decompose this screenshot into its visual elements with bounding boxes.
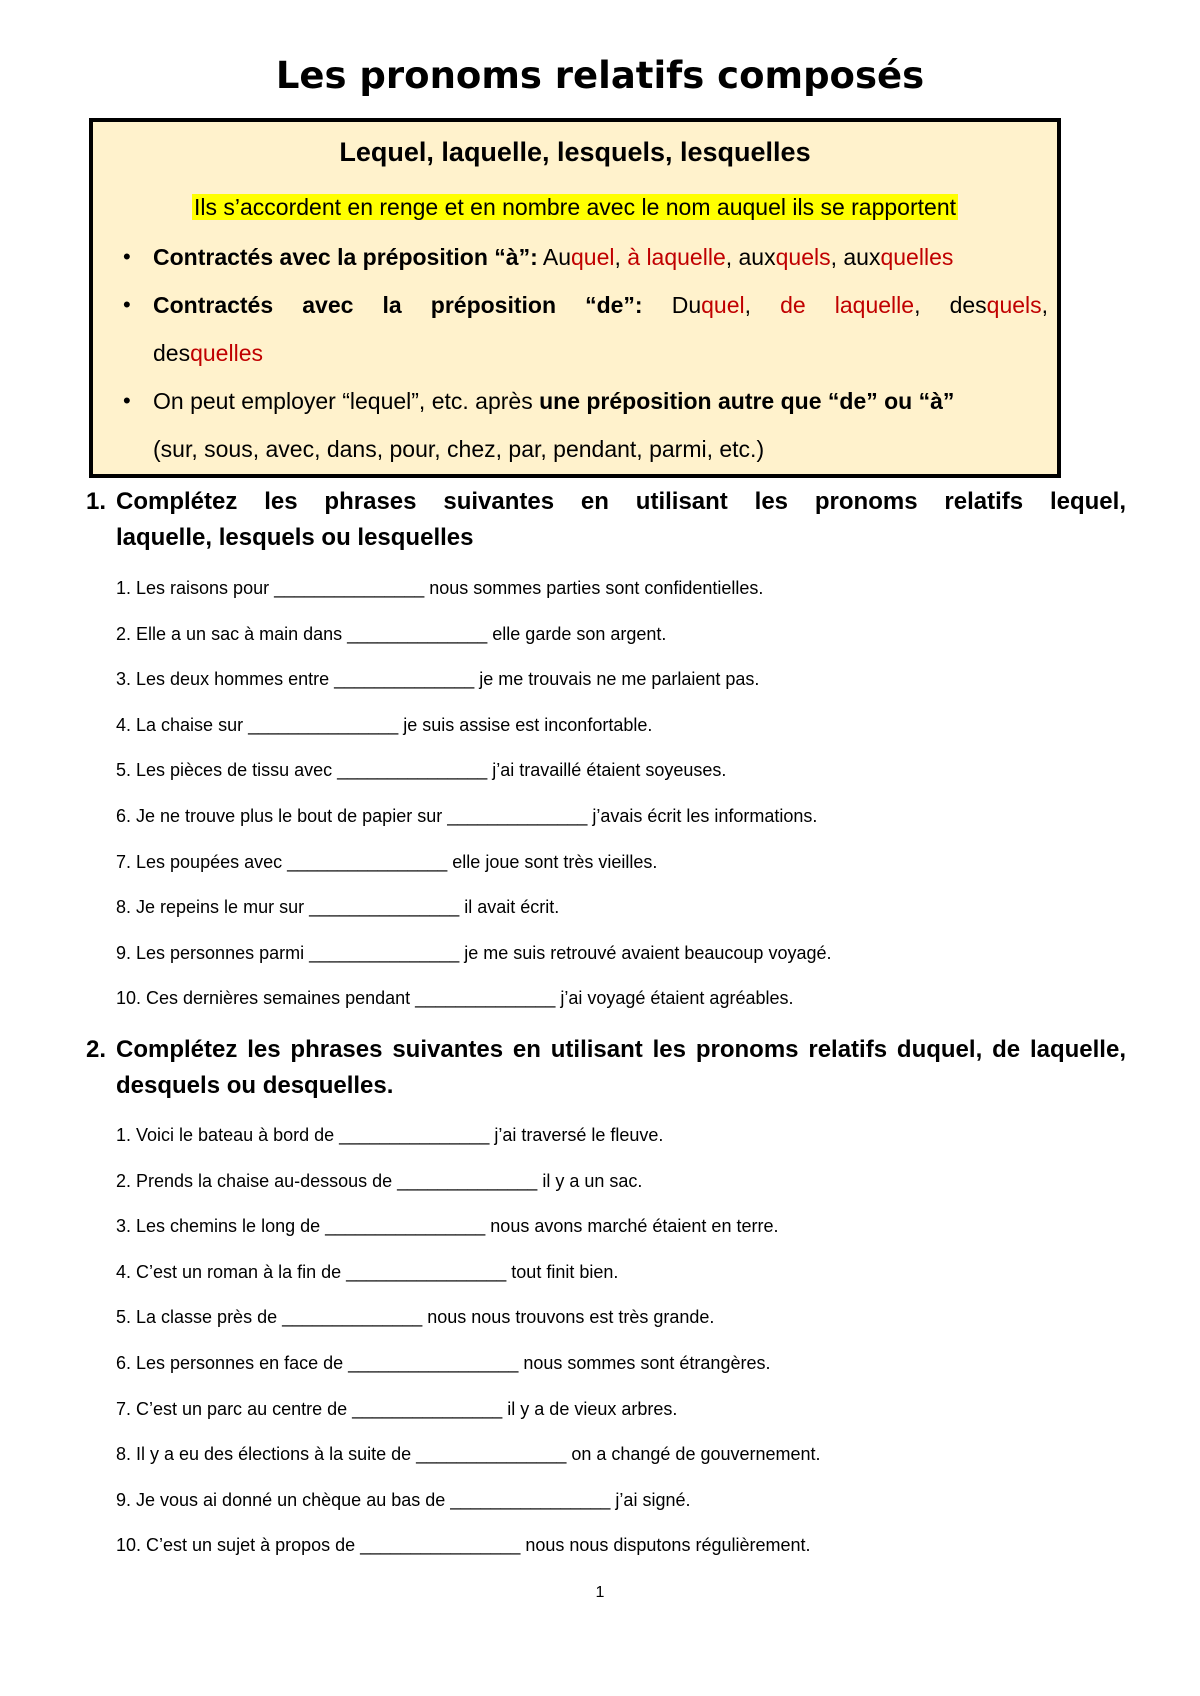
pronoun-form: à laquelle, (627, 244, 733, 270)
bullet-icon: • (123, 388, 131, 413)
exercise-sentence[interactable]: 4. C’est un roman à la fin de ________________ tout finit bien. (116, 1261, 619, 1282)
bullet-label: Contractés avec la préposition “à”: (153, 244, 538, 270)
pronoun-form-highlight: quel (701, 292, 745, 318)
form-list (543, 244, 954, 270)
pronoun-form-highlight: quelles (880, 244, 954, 270)
pronoun-form: de laquelle, (780, 292, 921, 318)
exercise-sentence[interactable]: 5. La classe près de ______________ nous nous trouvons est très grande. (116, 1307, 715, 1328)
exercise-instruction: Complétez les phrases suivantes en utilisant les pronoms relatifs duquel, de laquelle, (116, 1036, 1126, 1063)
exercise-sentence[interactable]: 8. Il y a eu des élections à la suite de _______________ on a changé de gouvernement. (116, 1444, 821, 1465)
pronoun-form-highlight: quelles (190, 340, 263, 366)
pronoun-form-highlight: quels (986, 292, 1042, 318)
exercise-sentence[interactable]: 8. Je repeins le mur sur _______________ il avait écrit. (116, 897, 560, 918)
pronoun-form: auxquels, (738, 244, 837, 270)
exercise-sentence[interactable]: 10. C’est un sujet à propos de ________________ nous nous disputons régulièrement. (116, 1535, 811, 1556)
exercise-sentence[interactable]: 2. Elle a un sac à main dans ______________ elle garde son argent. (116, 623, 667, 644)
exercise-sentence[interactable]: 4. La chaise sur _______________ je suis assise est inconfortable. (116, 714, 653, 735)
exercise-sentence[interactable]: 3. Les deux hommes entre ______________ je me trouvais ne me parlaient pas. (116, 669, 760, 690)
exercise-number: 2. (86, 1036, 107, 1063)
pronoun-form-highlight: quel (571, 244, 615, 270)
bullet-icon: • (123, 292, 131, 317)
pronoun-form-highlight: quels (775, 244, 831, 270)
exercise-sentence[interactable]: 9. Les personnes parmi _______________ je me suis retrouvé avaient beaucoup voyagé. (116, 942, 832, 963)
exercise-sentence[interactable]: 7. Les poupées avec ________________ elle joue sont très vieilles. (116, 851, 658, 872)
exercise-sentence[interactable]: 9. Je vous ai donné un chèque au bas de ________________ j’ai signé. (116, 1489, 691, 1510)
exercise-sentence[interactable]: 3. Les chemins le long de ________________ nous avons marché étaient en terre. (116, 1216, 779, 1237)
exercise-sentence[interactable]: 10. Ces dernières semaines pendant ______________ j’ai voyagé étaient agréables. (116, 988, 794, 1009)
highlighted-rule: Ils s’accordent en renge et en nombre avec le nom auquel ils se rapportent (194, 194, 956, 220)
exercise-sentence[interactable]: 1. Les raisons pour _______________ nous sommes parties sont confidentielles. (116, 578, 764, 598)
pronoun-form: Duquel, (671, 292, 751, 318)
page-title: Les pronoms relatifs composés (275, 54, 925, 97)
exercise-sentence[interactable]: 1. Voici le bateau à bord de _______________ j’ai traversé le fleuve. (116, 1125, 664, 1145)
exercise-sentence[interactable]: 6. Les personnes en face de _________________ nous sommes sont étrangères. (116, 1353, 771, 1373)
pronoun-form-highlight: de laquelle (780, 292, 915, 318)
exercise-instruction: desquels ou desquelles. (116, 1072, 394, 1099)
rule-box-subtitle (93, 192, 1057, 222)
exercise-sentence[interactable]: 2. Prends la chaise au-dessous de ______________ il y a un sac. (116, 1170, 643, 1191)
bullet-text-bold: une préposition autre que “de” ou “à” (539, 388, 955, 414)
exercise-number: 1. (86, 488, 107, 515)
bullet-label: Contractés avec la préposition “de”: (153, 292, 643, 318)
pronoun-form: Auquel, (542, 244, 621, 270)
rule-box (89, 118, 1061, 478)
bullet-icon: • (123, 244, 131, 269)
bullet-text: On peut employer “lequel”, etc. après (153, 388, 540, 414)
pronoun-form: auxquelles (843, 244, 954, 270)
pronoun-form: desquelles (153, 340, 263, 366)
exercise-sentence[interactable]: 7. C’est un parc au centre de _______________ il y a de vieux arbres. (116, 1398, 678, 1419)
rule-box-heading: Lequel, laquelle, lesquels, lesquelles (339, 137, 811, 167)
exercise-instruction: Complétez les phrases suivantes en utilisant les pronoms relatifs lequel, (116, 488, 1126, 515)
pronoun-form-highlight: à laquelle (627, 244, 726, 270)
page-number: 1 (595, 1584, 605, 1601)
exercise-sentence[interactable]: 5. Les pièces de tissu avec _______________ j’ai travaillé étaient soyeuses. (116, 760, 727, 781)
pronoun-form: desquels, (949, 292, 1049, 318)
preposition-list: (sur, sous, avec, dans, pour, chez, par, pendant, parmi, etc.) (153, 436, 765, 462)
exercise-instruction: laquelle, lesquels ou lesquelles (116, 524, 474, 551)
exercise-sentence[interactable]: 6. Je ne trouve plus le bout de papier sur ______________ j’avais écrit les informations. (116, 806, 818, 826)
